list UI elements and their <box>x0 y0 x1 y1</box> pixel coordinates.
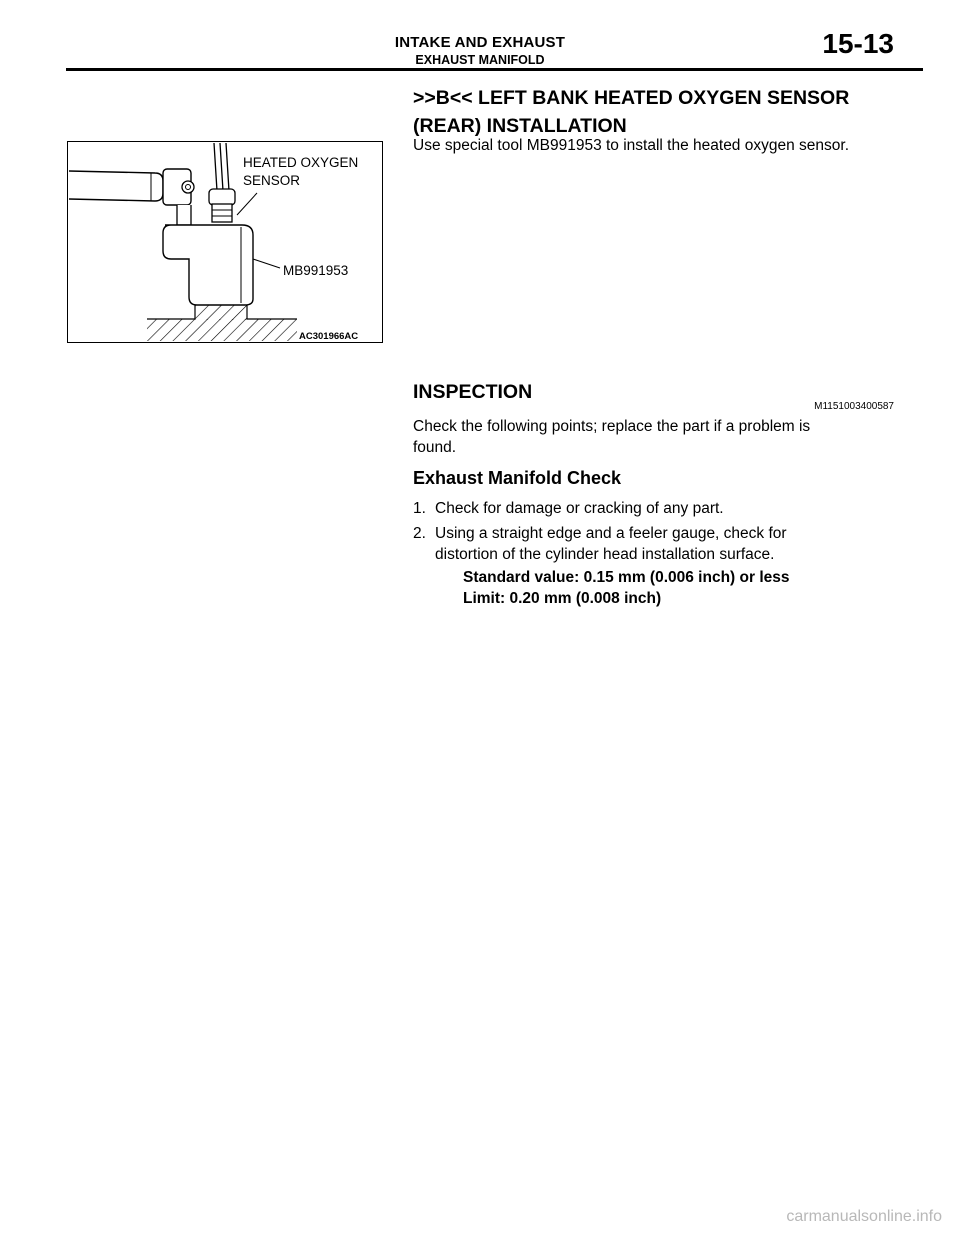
inspection-intro-line1: Check the following points; replace the part if a problem is <box>413 418 811 435</box>
inspection-intro <box>413 416 903 458</box>
oxygen-sensor <box>209 189 235 222</box>
list-item <box>413 498 893 519</box>
watermark: carmanualsonline.info <box>786 1208 942 1225</box>
limit-value: Limit: 0.20 mm (0.008 inch) <box>463 590 662 607</box>
installation-title-line2: (REAR) INSTALLATION <box>413 115 627 137</box>
page-number: 15-13 <box>822 28 894 59</box>
list-item-text-cont: distortion of the cylinder head installation surface. <box>435 546 775 563</box>
list-item-number: 2. <box>413 525 426 542</box>
list-item-text: Check for damage or cracking of any part. <box>435 500 724 517</box>
list-item-number: 1. <box>413 500 426 517</box>
inspection-title: INSPECTION <box>413 381 533 403</box>
installation-title <box>413 84 913 140</box>
list-item <box>413 523 893 565</box>
installation-text: Use special tool MB991953 to install the heated oxygen sensor. <box>413 137 849 154</box>
sensor-installation-figure <box>67 141 383 343</box>
chapter-title: INTAKE AND EXHAUST <box>394 34 566 51</box>
inspection-code: M1151003400587 <box>814 401 894 412</box>
label-tool: MB991953 <box>283 263 349 278</box>
figure-code: AC301966AC <box>299 331 359 342</box>
installation-title-line1: >>B<< LEFT BANK HEATED OXYGEN SENSOR <box>413 87 850 109</box>
inspection-intro-line2: found. <box>413 439 457 456</box>
label-sensor-line1: HEATED OXYGEN <box>243 155 359 170</box>
section-title-header: EXHAUST MANIFOLD <box>415 53 545 67</box>
header-rule <box>66 68 923 71</box>
list-item-text: Using a straight edge and a feeler gauge, check for <box>435 525 787 542</box>
label-sensor-line2: SENSOR <box>243 173 301 188</box>
subsection-title: Exhaust Manifold Check <box>413 468 622 488</box>
standard-value: Standard value: 0.15 mm (0.006 inch) or less <box>463 569 790 586</box>
